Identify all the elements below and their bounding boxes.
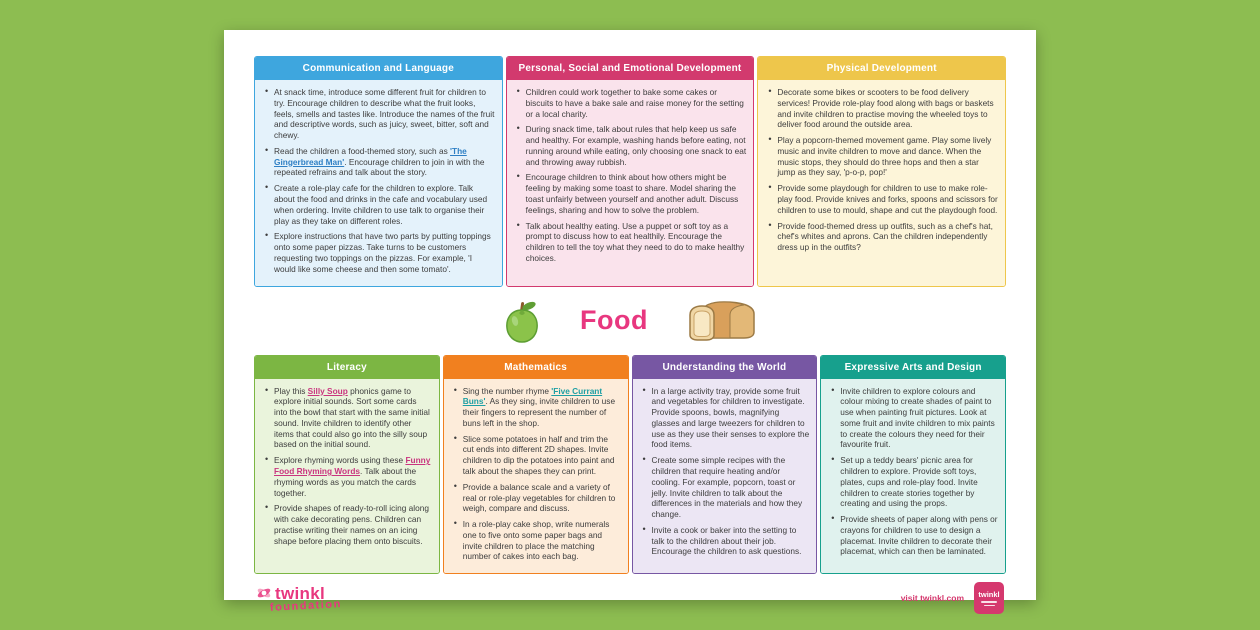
activity-text: Encourage children to think about how others might be feeling by making some toast to share. Model sharing the toast unfairly between yourself and another adult. Discuss feelings, sharing and how to solve the problem. bbox=[525, 172, 739, 215]
activity-text: phonics game to explore initial sounds. Sort some cards into the bowl that start with the same initial sound. Invite children to identify other items that could also go into the silly soup based on the initial sound. bbox=[274, 385, 430, 450]
activity-text: Read the children a food-themed story, such as bbox=[274, 145, 451, 156]
panel-title-literacy: Literacy bbox=[255, 356, 439, 379]
activity-item bbox=[767, 135, 998, 178]
activity-text: In a role-play cake shop, write numerals one to five onto some paper bags and invite children to place the matching number of cakes into each bag. bbox=[462, 519, 610, 562]
activity-item bbox=[453, 519, 621, 562]
activity-text: Invite a cook or baker into the setting to talk to the children about their job. Encourage the children to ask questions. bbox=[651, 524, 802, 557]
foundation-stamp: foundation bbox=[269, 597, 343, 614]
panel-psed bbox=[506, 56, 755, 287]
panel-mathematics bbox=[443, 355, 629, 575]
activity-item bbox=[767, 183, 998, 215]
activity-item bbox=[264, 503, 432, 546]
bread-icon bbox=[686, 299, 758, 343]
panel-title-psed: Personal, Social and Emotional Development bbox=[507, 57, 754, 80]
activity-text: Set up a teddy bears' picnic area for children to explore. Provide soft toys, plates, cups and role-play food. Invite children to create stories together by creating and using the props. bbox=[840, 455, 978, 509]
activity-item bbox=[642, 525, 810, 557]
activity-text: Provide a balance scale and a variety of real or role-play vegetables for children to weigh, compare and discuss. bbox=[462, 481, 616, 514]
activity-item bbox=[264, 231, 495, 274]
activity-item bbox=[516, 87, 747, 119]
activity-text: Create a role-play cafe for the children to explore. Talk about the food and drinks in the cafe and vocabulary used when ordering. Invite children to use talk to organise their play as they take on different roles. bbox=[274, 183, 488, 226]
twinkl-logo-icon bbox=[256, 585, 272, 601]
activity-item bbox=[264, 183, 495, 226]
panel-title-physical-development: Physical Development bbox=[758, 57, 1005, 80]
activity-item bbox=[453, 482, 621, 514]
twinkl-quality-badge bbox=[974, 582, 1004, 614]
panel-literacy bbox=[254, 355, 440, 575]
activity-text: Sing the number rhyme bbox=[462, 385, 552, 396]
title-row bbox=[254, 287, 1006, 355]
badge-decoration-line bbox=[984, 605, 995, 607]
badge-decoration-line bbox=[981, 601, 997, 603]
activity-item bbox=[516, 124, 747, 167]
twinkl-brand bbox=[256, 585, 342, 612]
activity-item bbox=[453, 434, 621, 477]
panel-body-mathematics bbox=[444, 379, 628, 574]
activity-text: Provide shapes of ready-to-roll icing along with cake decorating pens. Children can practise writing their names on an icing shape before placing them onto biscuits. bbox=[274, 503, 429, 546]
activity-text: Explore rhyming words using these bbox=[274, 455, 406, 466]
activity-text: Create some simple recipes with the children that require heating and/or cooling. For example, popcorn, toast or jelly. Invite children to talk about the differences in the materials and how they change. bbox=[651, 455, 803, 520]
activity-item bbox=[516, 221, 747, 264]
activity-text: Provide sheets of paper along with pens or crayons for children to use to design a placemat. Invite children to decorate their placemat, which can then be laminated. bbox=[840, 514, 998, 557]
activity-item bbox=[264, 87, 495, 141]
activity-item bbox=[830, 386, 998, 451]
panel-communication-and-language bbox=[254, 56, 503, 287]
resource-link[interactable]: 'The Gingerbread Man' bbox=[274, 145, 467, 167]
apple-icon bbox=[502, 298, 542, 344]
activity-text: Talk about healthy eating. Use a puppet or soft toy as a prompt to discuss how to eat healthily. Encourage the children to tell the toy what they need to do to make healthy choices. bbox=[525, 220, 745, 263]
page-footer bbox=[254, 574, 1006, 616]
activity-text: During snack time, talk about rules that help keep us safe and healthy. For example, washing hands before eating, not running around while eating, only choosing one snack to eat and throwing away rubbish. bbox=[525, 124, 747, 167]
panel-body-literacy bbox=[255, 379, 439, 574]
activity-item bbox=[516, 172, 747, 215]
activity-item bbox=[830, 455, 998, 509]
activity-text: . Encourage children to join in with the repeated refrains and talk about the story. bbox=[274, 156, 485, 178]
activity-text: In a large activity tray, provide some fruit and vegetables for children to investigate. Provide spoons, bowls, magnifying glasses and large tweezers for children to use as they use their senses to explore the food items. bbox=[651, 385, 810, 450]
activity-text: Slice some potatoes in half and trim the cut ends into different 2D shapes. Invite children to dip the potatoes into paint and talk about the shapes they can print. bbox=[462, 433, 615, 476]
document-page bbox=[224, 30, 1036, 614]
panel-understanding-the-world bbox=[632, 355, 818, 575]
panel-body-psed bbox=[507, 80, 754, 286]
panel-title-expressive-arts-and-design: Expressive Arts and Design bbox=[821, 356, 1005, 379]
activity-item bbox=[264, 146, 495, 178]
resource-link[interactable]: Silly Soup bbox=[307, 385, 348, 396]
panel-body-understanding-the-world bbox=[633, 379, 817, 574]
activity-text: Play this bbox=[274, 385, 308, 396]
resource-link[interactable]: Funny Food Rhyming Words bbox=[274, 455, 431, 476]
panel-expressive-arts-and-design bbox=[820, 355, 1006, 575]
activity-item bbox=[642, 455, 810, 520]
visit-twinkl-text: visit twinkl.com bbox=[900, 593, 964, 604]
activity-text: Decorate some bikes or scooters to be food delivery services! Provide role-play food along with bags or baskets and invite children to practise moving the wheeled toys to deliver food around the outside area. bbox=[777, 87, 994, 130]
activity-text: . As they sing, invite children to use their fingers to represent the number of buns left in the shop. bbox=[462, 396, 616, 428]
activity-text: At snack time, introduce some different fruit for children to try. Encourage children to describe what the fruit looks, feels, smells and tastes like. Introduce the names of the fruit and descriptive words, such as juicy, sweet, bitter, soft and chewy. bbox=[274, 87, 495, 141]
twinkl-logo-text: twinkl bbox=[275, 583, 325, 603]
panel-title-communication-and-language: Communication and Language bbox=[255, 57, 502, 80]
panel-body-expressive-arts-and-design bbox=[821, 379, 1005, 574]
activity-text: Children could work together to bake some cakes or biscuits to have a bake sale and raise money for the setting or a local charity. bbox=[525, 87, 744, 119]
activity-text: Play a popcorn-themed movement game. Play some lively music and invite children to move and dance. When the music stops, they should do three hops and then a star jump as they say, 'p-o-p, pop!' bbox=[777, 135, 992, 178]
badge-twinkl-text: twinkl bbox=[978, 590, 1000, 600]
activity-item bbox=[264, 386, 432, 451]
activity-text: Explore instructions that have two parts by putting toppings onto some paper pizzas. Take turns to be customers requesting two toppings on the pizzas. For example, 'I would like some cheese and then some tomato'. bbox=[274, 231, 491, 274]
top-sections-row bbox=[254, 56, 1006, 287]
bottom-sections-row bbox=[254, 355, 1006, 575]
page-title: Food bbox=[580, 305, 648, 335]
panel-title-mathematics: Mathematics bbox=[444, 356, 628, 379]
panel-body-physical-development bbox=[758, 80, 1005, 286]
activity-item bbox=[767, 221, 998, 253]
activity-text: . Talk about the rhyming words as you match the cards together. bbox=[274, 465, 417, 498]
activity-text: Provide food-themed dress up outfits, such as a chef's hat, chef's whites and aprons. Can the children independently dress up in the outfits? bbox=[777, 220, 993, 253]
panel-physical-development bbox=[757, 56, 1006, 287]
activity-item bbox=[453, 386, 621, 429]
activity-item bbox=[642, 386, 810, 451]
activity-text: Provide some playdough for children to use to make role-play food. Provide knives and forks, spoons and scissors for children to use to mould, shape and cut the playdough food. bbox=[777, 183, 998, 215]
activity-text: Invite children to explore colours and colour mixing to create shades of paint to use when painting fruit pictures. Look at some fruit and invite children to mix paints to create the colours they need for their favourite fruit. bbox=[840, 385, 995, 450]
panel-title-understanding-the-world: Understanding the World bbox=[633, 356, 817, 379]
activity-item bbox=[264, 455, 432, 498]
resource-link[interactable]: 'Five Currant Buns' bbox=[462, 385, 603, 407]
activity-item bbox=[767, 87, 998, 130]
panel-body-communication-and-language bbox=[255, 80, 502, 286]
activity-item bbox=[830, 514, 998, 557]
